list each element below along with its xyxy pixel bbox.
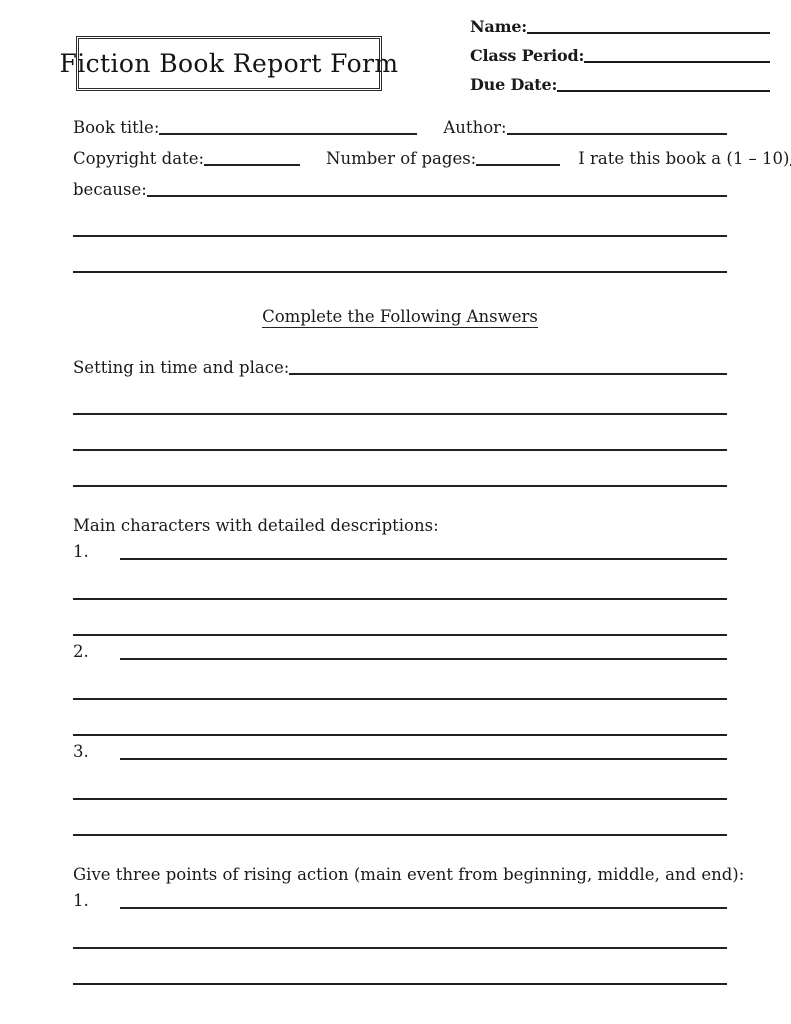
setting-label: Setting in time and place: xyxy=(73,357,290,377)
list-number: 3. xyxy=(73,742,89,762)
rising-action-blank-line[interactable] xyxy=(73,983,727,985)
title-box xyxy=(59,36,399,91)
author-input-line[interactable] xyxy=(507,133,727,135)
book-title-author-row xyxy=(73,108,727,139)
setting-row xyxy=(73,348,727,379)
due-date-label: Due Date: xyxy=(470,75,558,94)
spacer xyxy=(73,326,727,348)
rising-action-input-line[interactable] xyxy=(120,907,727,909)
book-title-label: Book title: xyxy=(73,117,160,137)
student-info-header xyxy=(470,8,770,95)
due-date-field-row xyxy=(470,66,770,95)
spacer xyxy=(73,836,727,866)
copyright-date-input-line[interactable] xyxy=(204,164,300,166)
main-characters-blank-line[interactable] xyxy=(73,734,727,736)
main-characters-input-line[interactable] xyxy=(120,558,727,560)
name-input-line[interactable] xyxy=(527,32,770,34)
rising-action-blank-line[interactable] xyxy=(73,947,727,949)
because-row xyxy=(73,170,727,201)
because-blank-line[interactable] xyxy=(73,271,727,273)
number-of-pages-label: Number of pages: xyxy=(326,148,477,168)
page-title: Fiction Book Report Form xyxy=(59,49,399,78)
spacer xyxy=(73,487,727,517)
form-body xyxy=(73,108,790,985)
number-of-pages-input-line[interactable] xyxy=(476,164,560,166)
setting-blank-line[interactable] xyxy=(73,449,727,451)
list-number: 2. xyxy=(73,642,89,662)
main-characters-input-line[interactable] xyxy=(120,658,727,660)
rising-action-item-row xyxy=(73,887,727,913)
main-characters-item-row xyxy=(73,638,727,664)
setting-input-line[interactable] xyxy=(289,373,727,375)
class-period-label: Class Period: xyxy=(470,46,585,65)
author-label: Author: xyxy=(443,117,507,137)
main-characters-blank-line[interactable] xyxy=(73,798,727,800)
copyright-date-label: Copyright date: xyxy=(73,148,205,168)
main-characters-prompt: Main characters with detailed descriptions: xyxy=(73,516,439,535)
class-period-input-line[interactable] xyxy=(584,61,770,63)
book-title-input-line[interactable] xyxy=(159,133,417,135)
section-heading xyxy=(73,307,727,326)
because-blank-line[interactable] xyxy=(73,235,727,237)
because-input-line[interactable] xyxy=(147,195,727,197)
name-label: Name: xyxy=(470,17,528,36)
because-label: because: xyxy=(73,179,147,199)
name-field-row xyxy=(470,8,770,37)
rising-action-prompt: Give three points of rising action (main event from beginning, middle, and end): xyxy=(73,864,745,884)
copyright-pages-rating-row xyxy=(73,139,790,170)
class-period-field-row xyxy=(470,37,770,66)
main-characters-input-line[interactable] xyxy=(120,758,727,760)
main-characters-item-row xyxy=(73,538,727,564)
list-number: 1. xyxy=(73,542,89,562)
main-characters-blank-line[interactable] xyxy=(73,598,727,600)
due-date-input-line[interactable] xyxy=(557,90,770,92)
section-heading-text: Complete the Following Answers xyxy=(262,307,538,326)
rating-label: I rate this book a (1 – 10) xyxy=(578,148,790,168)
main-characters-item-row xyxy=(73,738,727,764)
main-characters-blank-line[interactable] xyxy=(73,698,727,700)
main-characters-blank-line[interactable] xyxy=(73,634,727,636)
list-number: 1. xyxy=(73,891,89,911)
setting-blank-line[interactable] xyxy=(73,413,727,415)
title-box-inner-border xyxy=(59,38,399,89)
